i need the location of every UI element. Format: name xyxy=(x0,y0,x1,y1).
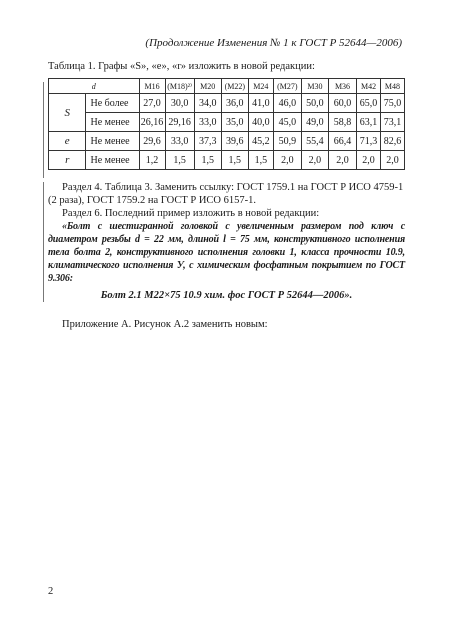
value-cell: 45,0 xyxy=(273,113,301,132)
symbol-cell-e: e xyxy=(49,132,86,151)
symbol-cell-s: S xyxy=(49,94,86,132)
size-header: (M18)²⁾ xyxy=(165,79,194,94)
value-cell: 36,0 xyxy=(221,94,248,113)
paragraph-appendix-a: Приложение А. Рисунок А.2 заменить новым: xyxy=(62,319,268,330)
size-header: M20 xyxy=(194,79,221,94)
table-row-s-min xyxy=(49,113,405,132)
table-row-e xyxy=(49,132,405,151)
size-header: M42 xyxy=(357,79,381,94)
value-cell: 33,0 xyxy=(194,113,221,132)
paragraph-section-4: Раздел 4. Таблица 3. Заменить ссылку: ГОСТ 1759.1 на ГОСТ Р ИСО 4759-1 (2 раза), ГОСТ 1759.2 на ГОСТ Р ИСО 6157-1. xyxy=(48,182,404,206)
value-cell: 35,0 xyxy=(221,113,248,132)
d-label-cell: d xyxy=(49,79,140,94)
condition-cell: Не менее xyxy=(86,151,139,170)
value-cell: 40,0 xyxy=(248,113,273,132)
change-marker-bar xyxy=(43,82,44,178)
value-cell: 49,0 xyxy=(301,113,328,132)
value-cell: 50,9 xyxy=(273,132,301,151)
value-cell: 55,4 xyxy=(301,132,328,151)
bolt-designation: Болт 2.1 М22×75 10.9 хим. фос ГОСТ Р 52644—2006». xyxy=(100,290,353,301)
value-cell: 2,0 xyxy=(380,151,404,170)
value-cell: 63,1 xyxy=(357,113,381,132)
table-header-row xyxy=(49,79,405,94)
symbol-cell-r: r xyxy=(49,151,86,170)
value-cell: 75,0 xyxy=(380,94,404,113)
condition-cell: Не более xyxy=(86,94,139,113)
value-cell: 2,0 xyxy=(273,151,301,170)
value-cell: 82,6 xyxy=(380,132,404,151)
value-cell: 41,0 xyxy=(248,94,273,113)
condition-cell: Не менее xyxy=(86,132,139,151)
size-header: M48 xyxy=(380,79,404,94)
change-marker-bar xyxy=(43,182,44,302)
size-header: M30 xyxy=(301,79,328,94)
page-number: 2 xyxy=(48,586,54,597)
value-cell: 26,16 xyxy=(139,113,165,132)
value-cell: 2,0 xyxy=(357,151,381,170)
value-cell: 33,0 xyxy=(165,132,194,151)
page-header: (Продолжение Изменения № 1 к ГОСТ Р 52644—2006) xyxy=(145,37,402,49)
value-cell: 1,5 xyxy=(248,151,273,170)
size-header: M24 xyxy=(248,79,273,94)
value-cell: 1,5 xyxy=(165,151,194,170)
table-row-s-max xyxy=(49,94,405,113)
value-cell: 71,3 xyxy=(357,132,381,151)
value-cell: 65,0 xyxy=(357,94,381,113)
value-cell: 1,5 xyxy=(194,151,221,170)
value-cell: 60,0 xyxy=(328,94,356,113)
size-header: (M27) xyxy=(273,79,301,94)
table-row-r xyxy=(49,151,405,170)
condition-cell: Не менее xyxy=(86,113,139,132)
value-cell: 1,2 xyxy=(139,151,165,170)
value-cell: 30,0 xyxy=(165,94,194,113)
value-cell: 58,8 xyxy=(328,113,356,132)
size-header: M16 xyxy=(139,79,165,94)
example-paragraph: «Болт с шестигранной головкой с увеличенным размером под ключ с диаметром резьбы d = 22 мм, длиной l = 75 мм, конструктивного исполнения тела болта 2, конструктивного исполнения головки 1, класса прочности 10.9, климатического исполнения У, с химическим фосфатным покрытием по ГОСТ 9.306: xyxy=(48,221,405,284)
value-cell: 29,6 xyxy=(139,132,165,151)
table-caption: Таблица 1. Графы «S», «е», «r» изложить в новой редакции: xyxy=(48,61,315,72)
value-cell: 29,16 xyxy=(165,113,194,132)
value-cell: 45,2 xyxy=(248,132,273,151)
value-cell: 39,6 xyxy=(221,132,248,151)
value-cell: 2,0 xyxy=(301,151,328,170)
value-cell: 73,1 xyxy=(380,113,404,132)
value-cell: 34,0 xyxy=(194,94,221,113)
paragraph-section-6: Раздел 6. Последний пример изложить в новой редакции: xyxy=(62,208,320,219)
size-header: M36 xyxy=(328,79,356,94)
dimensions-table xyxy=(48,78,405,170)
value-cell: 37,3 xyxy=(194,132,221,151)
size-header: (M22) xyxy=(221,79,248,94)
value-cell: 1,5 xyxy=(221,151,248,170)
value-cell: 66,4 xyxy=(328,132,356,151)
value-cell: 27,0 xyxy=(139,94,165,113)
value-cell: 2,0 xyxy=(328,151,356,170)
value-cell: 46,0 xyxy=(273,94,301,113)
value-cell: 50,0 xyxy=(301,94,328,113)
